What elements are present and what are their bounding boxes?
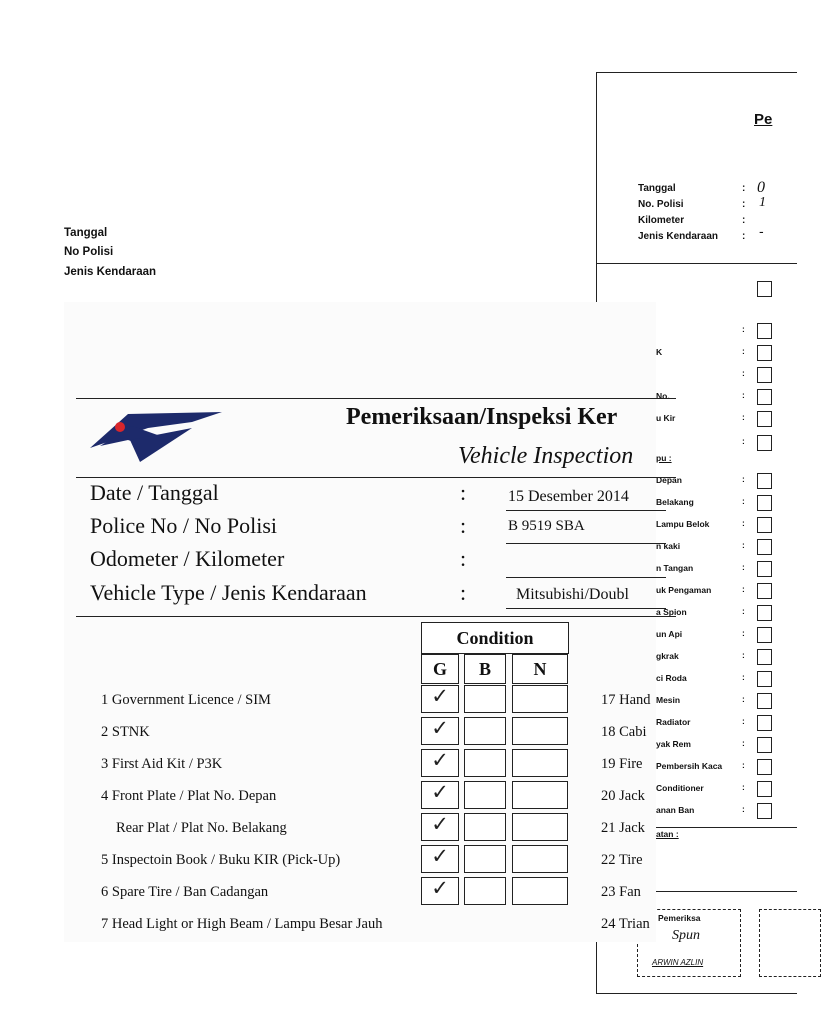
column-header-n: N [512, 654, 568, 684]
back-item-sep: : [742, 628, 745, 638]
back-item-label: pu : [656, 453, 672, 463]
back-field-sep: : [742, 183, 746, 194]
inspection-item-label-right: 20 Jack [601, 788, 645, 804]
back-item-sep: : [742, 584, 745, 594]
condition-na-checkbox[interactable] [512, 717, 568, 745]
back-field-label: Kilometer [638, 215, 685, 226]
back-item-checkbox[interactable] [757, 539, 772, 555]
inspection-item-label-right: 24 Trian [601, 916, 650, 932]
company-logo-icon [88, 406, 226, 466]
back-item-checkbox[interactable] [757, 583, 772, 599]
back-item-label: u Kir [656, 413, 676, 423]
condition-bad-checkbox[interactable] [464, 813, 506, 841]
back-item-sep: : [742, 390, 745, 400]
back-field-sep: : [742, 231, 746, 242]
condition-good-checkbox[interactable]: ✓ [421, 845, 459, 873]
inspector-signature: Spun [672, 928, 700, 943]
inspection-item-label-right: 17 Hand [601, 692, 651, 708]
condition-na-checkbox[interactable] [512, 685, 568, 713]
back-item-sep: : [742, 436, 745, 446]
condition-header-label: Condition [456, 628, 534, 648]
inspector-label: Pemeriksa [658, 913, 701, 923]
condition-bad-checkbox[interactable] [464, 749, 506, 777]
field-sep: : [460, 580, 467, 605]
inspection-item-label: 7 Head Light or High Beam / Lampu Besar Jauh [101, 916, 383, 932]
back-item-sep: : [742, 518, 745, 528]
back-item-checkbox[interactable] [757, 605, 772, 621]
back-item-checkbox[interactable] [757, 517, 772, 533]
back-item-sep: : [742, 738, 745, 748]
form-top-rule [76, 398, 676, 399]
field-label-vehicle-type: Vehicle Type / Jenis Kendaraan [90, 580, 367, 605]
back-item-checkbox[interactable] [757, 693, 772, 709]
back-field-sep: : [742, 215, 746, 226]
back-item-sep: : [742, 496, 745, 506]
condition-na-checkbox[interactable] [512, 749, 568, 777]
back-item-checkbox[interactable] [757, 389, 772, 405]
back-item-label: n Tangan [656, 563, 694, 573]
condition-good-checkbox[interactable]: ✓ [421, 749, 459, 777]
back-item-checkbox[interactable] [757, 803, 772, 819]
inspection-item-label: 1 Government Licence / SIM [101, 692, 271, 708]
back-item-label: n kaki [656, 541, 681, 551]
field-label-date: Date / Tanggal [90, 480, 219, 505]
back-item-sep: : [742, 782, 745, 792]
inspection-item-label: Rear Plat / Plat No. Belakang [116, 820, 287, 836]
back-field-label: Tanggal [638, 183, 676, 194]
condition-bad-checkbox[interactable] [464, 717, 506, 745]
back-item-label: Depan [656, 475, 682, 485]
form-title: Pemeriksaan/Inspeksi Ker [346, 404, 618, 430]
back-checkbox[interactable] [757, 281, 772, 297]
back-item-checkbox[interactable] [757, 715, 772, 731]
inspection-item-label-right: 18 Cabi [601, 724, 647, 740]
front-inspection-form [64, 302, 656, 942]
field-label-odometer: Odometer / Kilometer [90, 546, 285, 571]
condition-good-checkbox[interactable]: ✓ [421, 813, 459, 841]
back-item-checkbox[interactable] [757, 435, 772, 451]
back-item-checkbox[interactable] [757, 737, 772, 753]
inspection-item-label: 4 Front Plate / Plat No. Depan [101, 788, 277, 804]
back-item-label: Conditioner [656, 783, 704, 793]
back-item-sep: : [742, 716, 745, 726]
back-item-label: un Api [656, 629, 683, 639]
inspection-item-label-right: 21 Jack [601, 820, 645, 836]
field-underline [506, 608, 666, 609]
back-item-sep: : [742, 324, 745, 334]
back-field-label: Jenis Kendaraan [638, 231, 719, 242]
condition-header [421, 622, 569, 654]
back-item-checkbox[interactable] [757, 649, 772, 665]
field-sep: : [460, 546, 467, 571]
condition-na-checkbox[interactable] [512, 845, 568, 873]
inspector-name: ARWIN AZLIN [652, 958, 704, 967]
back-item-label: Radiator [656, 717, 691, 727]
field-sep: : [460, 480, 467, 505]
field-sep: : [460, 513, 467, 538]
inspection-item-label: 5 Inspectoin Book / Buku KIR (Pick-Up) [101, 852, 341, 868]
back-item-label: anan Ban [656, 805, 695, 815]
field-value-vehicle-type[interactable]: Mitsubishi/Doubl [516, 586, 629, 603]
back-item-sep: : [742, 694, 745, 704]
back-item-label: gkrak [656, 651, 679, 661]
back-item-checkbox[interactable] [757, 671, 772, 687]
field-value-police-no[interactable]: B 9519 SBA [508, 518, 585, 534]
form-subtitle: Vehicle Inspection [458, 443, 634, 469]
back-item-sep: : [742, 562, 745, 572]
inspection-item-label-right: 22 Tire [601, 852, 643, 868]
condition-na-checkbox[interactable] [512, 813, 568, 841]
back-item-sep: : [742, 650, 745, 660]
back-item-checkbox[interactable] [757, 781, 772, 797]
condition-bad-checkbox[interactable] [464, 845, 506, 873]
field-value-date[interactable]: 15 Desember 2014 [508, 488, 629, 505]
condition-na-checkbox[interactable] [512, 781, 568, 809]
condition-good-checkbox[interactable]: ✓ [421, 717, 459, 745]
condition-bad-checkbox[interactable] [464, 685, 506, 713]
back-field-value: - [759, 223, 764, 239]
back-item-checkbox[interactable] [757, 473, 772, 489]
condition-na-checkbox[interactable] [512, 877, 568, 905]
back-field-value: 0 [757, 179, 765, 196]
back-field-sep: : [742, 199, 746, 210]
summary-label-vehicle-type: Jenis Kendaraan [64, 266, 157, 278]
inspection-item-label-right: 19 Fire [601, 756, 643, 772]
back-item-checkbox[interactable] [757, 323, 772, 339]
condition-bad-checkbox[interactable] [464, 781, 506, 809]
back-item-label: Mesin [656, 695, 681, 705]
field-underline [506, 543, 666, 544]
field-underline [506, 577, 666, 578]
back-item-checkbox[interactable] [757, 759, 772, 775]
back-item-sep: : [742, 368, 745, 378]
back-item-checkbox[interactable] [757, 367, 772, 383]
condition-good-checkbox[interactable]: ✓ [421, 781, 459, 809]
back-item-sep: : [742, 540, 745, 550]
back-item-checkbox[interactable] [757, 495, 772, 511]
condition-good-checkbox[interactable]: ✓ [421, 877, 459, 905]
back-item-checkbox[interactable] [757, 627, 772, 643]
back-item-sep: : [742, 672, 745, 682]
back-item-label: ci Roda [656, 673, 687, 683]
back-item-sep: : [742, 412, 745, 422]
back-field-value: 1 [759, 195, 766, 210]
inspection-item-label: 3 First Aid Kit / P3K [101, 756, 223, 772]
summary-label-date: Tanggal [64, 227, 108, 239]
condition-bad-checkbox[interactable] [464, 877, 506, 905]
inspection-item-label-right: 23 Fan [601, 884, 641, 900]
inspection-item-label: 2 STNK [101, 724, 150, 740]
back-field-label: No. Polisi [638, 199, 684, 210]
back-item-label: K [656, 347, 663, 357]
back-item-label: Lampu Belok [656, 519, 710, 529]
back-item-label: Belakang [656, 497, 694, 507]
column-header-b: B [464, 654, 506, 684]
back-item-sep: : [742, 474, 745, 484]
back-form-title: Pe [754, 111, 773, 128]
back-item-sep: : [742, 804, 745, 814]
back-item-label: No. [656, 391, 670, 401]
field-label-police-no: Police No / No Polisi [90, 513, 278, 538]
back-item-sep: : [742, 346, 745, 356]
field-underline [506, 510, 666, 511]
back-notes-label: atan : [656, 829, 679, 839]
back-divider [597, 263, 797, 264]
back-item-checkbox[interactable] [757, 561, 772, 577]
back-item-label: yak Rem [656, 739, 691, 749]
summary-label-police-no: No Polisi [64, 246, 114, 258]
column-header-g: G [421, 654, 459, 684]
fields-bottom-rule [76, 616, 676, 617]
back-item-checkbox[interactable] [757, 345, 772, 361]
back-item-sep: : [742, 606, 745, 616]
second-signature-box [759, 909, 821, 977]
back-item-sep: : [742, 760, 745, 770]
back-item-checkbox[interactable] [757, 411, 772, 427]
back-item-label: uk Pengaman [656, 585, 712, 595]
back-item-label: Pembersih Kaca [656, 761, 723, 771]
back-item-label: a Spion [656, 607, 687, 617]
form-header-rule [76, 477, 676, 478]
condition-good-checkbox[interactable]: ✓ [421, 685, 459, 713]
inspection-item-label: 6 Spare Tire / Ban Cadangan [101, 884, 269, 900]
